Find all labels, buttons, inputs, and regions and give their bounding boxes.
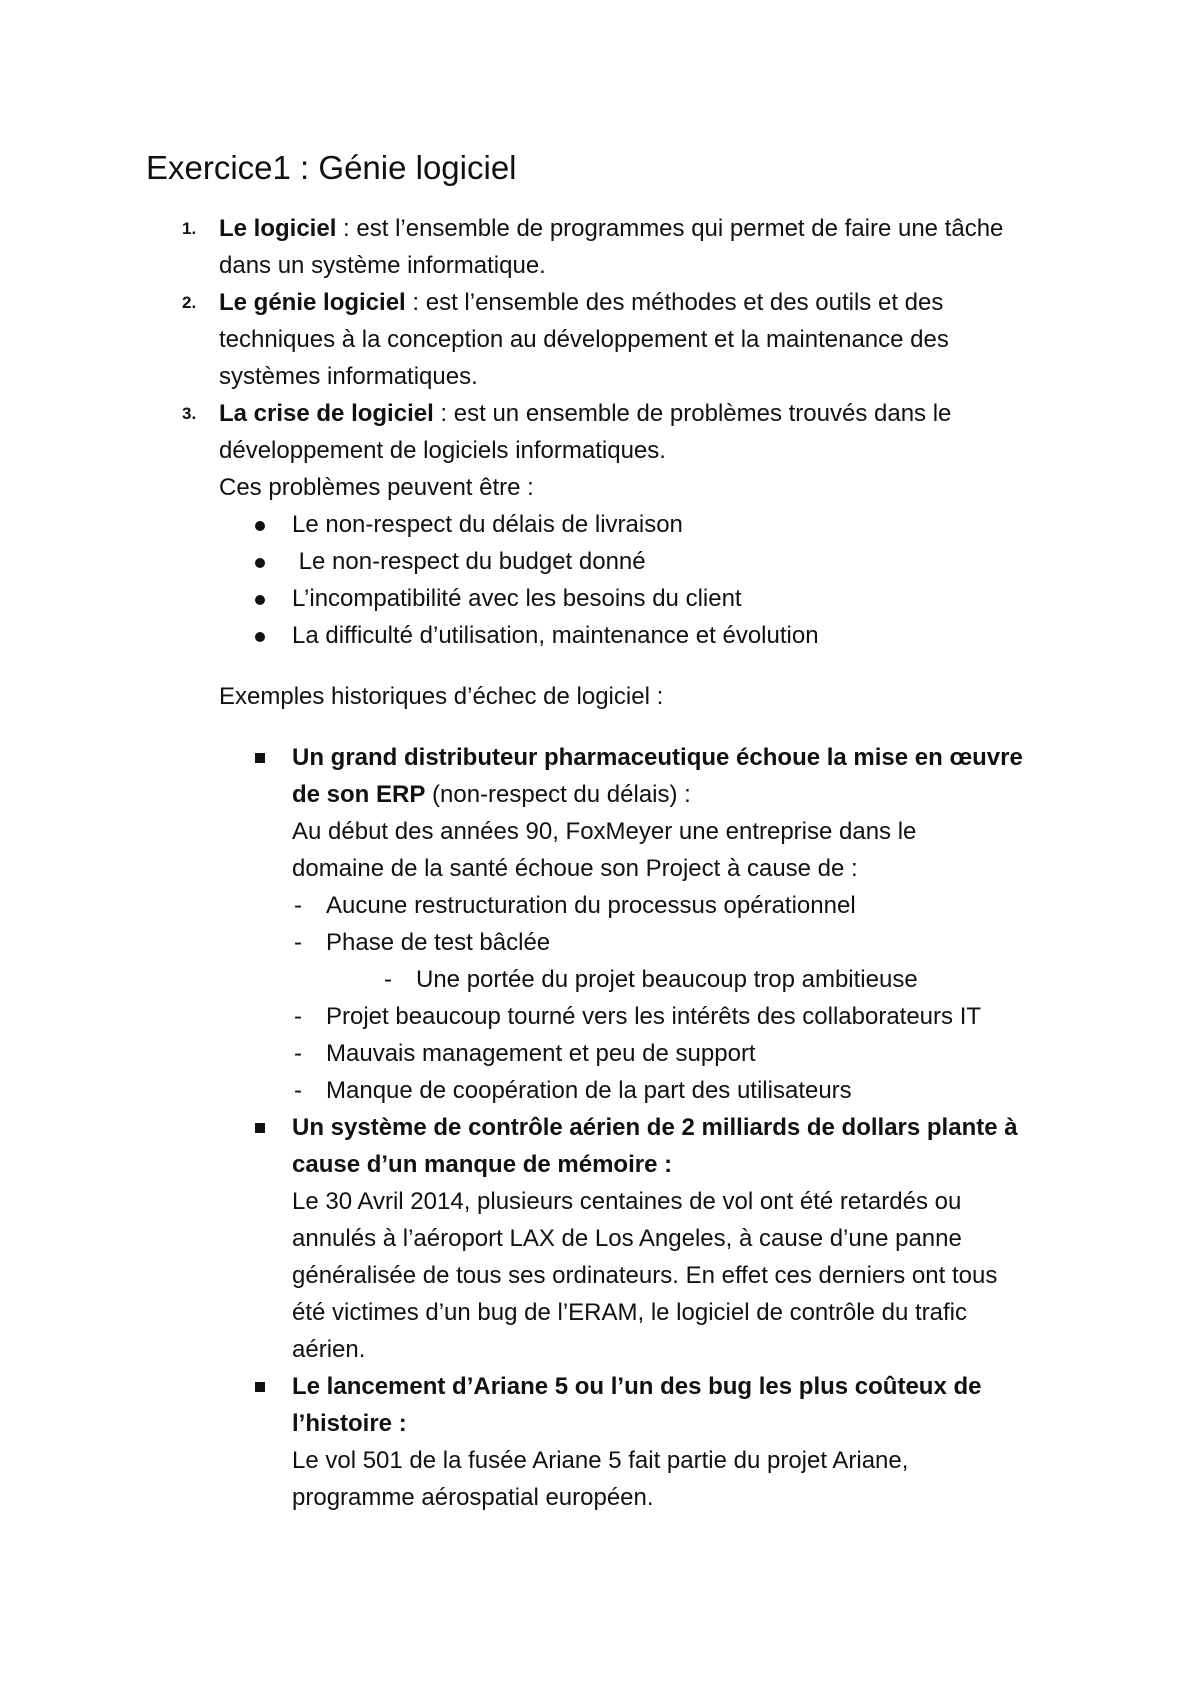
example-heading: de son ERP (non-respect du délais) : <box>292 781 691 808</box>
example-text: aérien. <box>292 1336 366 1363</box>
problem-item: Le non-respect du budget donné <box>146 543 1106 580</box>
item-term: Le logiciel <box>219 215 337 242</box>
list-item-1 <box>146 210 1106 247</box>
dash-marker: - <box>294 1003 302 1030</box>
item-number: 2. <box>182 293 197 312</box>
example-heading: Le lancement d’Ariane 5 ou l’un des bug les plus coûteux de <box>146 1368 1106 1405</box>
item-text: : est l’ensemble des méthodes et des outils et des <box>405 289 944 316</box>
square-bullet-icon <box>255 1382 265 1392</box>
example-text: programme aérospatial européen. <box>292 1484 654 1511</box>
example-heading: Un grand distributeur pharmaceutique échoue la mise en œuvre <box>146 739 1106 776</box>
cause-item: - Manque de coopération de la part des utilisateurs <box>146 1072 1106 1109</box>
bullet-icon <box>255 632 265 642</box>
item-text: : est l’ensemble de programmes qui permet de faire une tâche <box>336 215 1004 242</box>
cause-item: - Mauvais management et peu de support <box>146 1035 1106 1072</box>
example-text: domaine de la santé échoue son Project à cause de : <box>292 855 858 882</box>
bullet-icon <box>255 521 265 531</box>
item-text: systèmes informatiques. <box>219 363 478 390</box>
example-text: généralisée de tous ses ordinateurs. En effet ces derniers ont tous <box>292 1262 998 1289</box>
item-text: techniques à la conception au développement et la maintenance des <box>219 326 949 353</box>
list-item-3 <box>146 395 1106 432</box>
item-text: dans un système informatique. <box>219 252 546 279</box>
cause-item: - Aucune restructuration du processus opérationnel <box>146 887 1106 924</box>
cause-item: - Phase de test bâclée <box>146 924 1106 961</box>
item-text: Ces problèmes peuvent être : <box>219 474 534 501</box>
document-title: Exercice1 : Génie logiciel <box>146 149 517 186</box>
item-number: 3. <box>182 404 197 423</box>
item-term: La crise de logiciel <box>219 400 434 427</box>
item-text: : est un ensemble de problèmes trouvés dans le <box>433 400 952 427</box>
problem-item: La difficulté d’utilisation, maintenance et évolution <box>146 617 1106 654</box>
item-number: 1. <box>182 219 197 238</box>
document-body <box>146 210 1106 1516</box>
example-text: Au début des années 90, FoxMeyer une entreprise dans le <box>292 818 917 845</box>
example-heading: Un système de contrôle aérien de 2 milliards de dollars plante à <box>146 1109 1106 1146</box>
problem-item: L’incompatibilité avec les besoins du client <box>146 580 1106 617</box>
example-text: Le vol 501 de la fusée Ariane 5 fait partie du projet Ariane, <box>292 1447 909 1474</box>
dash-marker: - <box>294 929 302 956</box>
bullet-icon <box>255 595 265 605</box>
item-term: Le génie logiciel <box>219 289 406 316</box>
square-bullet-icon <box>255 753 265 763</box>
dash-marker: - <box>384 966 392 993</box>
dash-marker: - <box>294 892 302 919</box>
example-text: été victimes d’un bug de l’ERAM, le logiciel de contrôle du trafic <box>292 1299 967 1326</box>
dash-marker: - <box>294 1077 302 1104</box>
bullet-icon <box>255 558 265 568</box>
cause-item: - Une portée du projet beaucoup trop ambitieuse <box>146 961 1106 998</box>
example-text: Le 30 Avril 2014, plusieurs centaines de vol ont été retardés ou <box>292 1188 962 1215</box>
problem-item: Le non-respect du délais de livraison <box>146 506 1106 543</box>
cause-item: - Projet beaucoup tourné vers les intérêts des collaborateurs IT <box>146 998 1106 1035</box>
square-bullet-icon <box>255 1123 265 1133</box>
item-text: développement de logiciels informatiques. <box>219 437 666 464</box>
example-heading: l’histoire : <box>292 1410 407 1437</box>
example-heading: cause d’un manque de mémoire : <box>292 1151 673 1178</box>
dash-marker: - <box>294 1040 302 1067</box>
list-item-2 <box>146 284 1106 321</box>
examples-heading: Exemples historiques d’échec de logiciel : <box>219 683 664 710</box>
example-text: annulés à l’aéroport LAX de Los Angeles, à cause d’une panne <box>292 1225 962 1252</box>
